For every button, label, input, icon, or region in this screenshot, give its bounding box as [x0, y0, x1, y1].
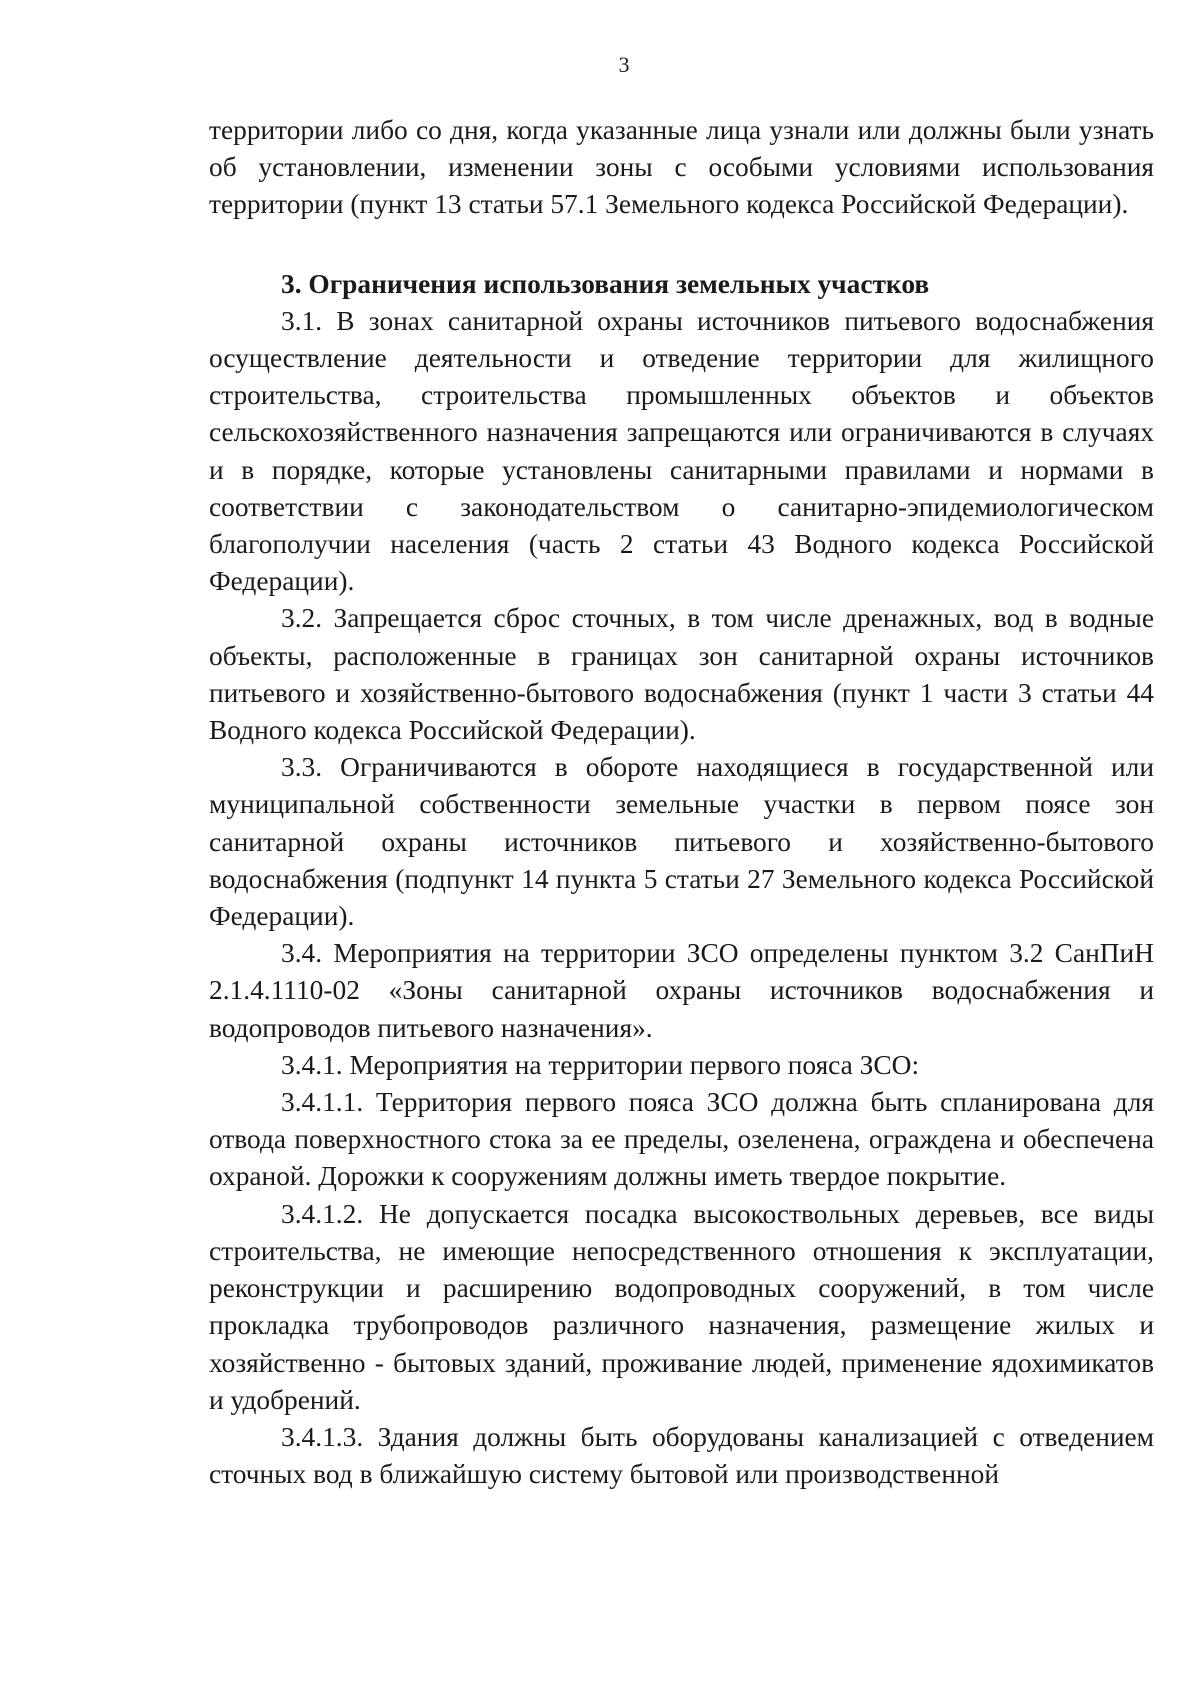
paragraph-3-2: 3.2. Запрещается сброс сточных, в том числе дренажных, вод в водные объекты, расположенные в границах зон санитарной охраны источников питьевого и хозяйственно-бытового водоснабжения (пункт 1 части 3 статьи 44 Водного кодекса Российской Федерации). — [209, 603, 1154, 746]
page-number: 3 — [618, 52, 630, 77]
paragraph-3-4-1-1: 3.4.1.1. Территория первого пояса ЗСО должна быть спланирована для отвода поверхностного стока за ее пределы, озеленена, ограждена и обеспечена охраной. Дорожки к сооружениям должны иметь твердое покрытие. — [209, 1087, 1154, 1192]
paragraph-3-4-1: 3.4.1. Мероприятия на территории первого пояса ЗСО: — [281, 1049, 920, 1080]
document-body — [209, 112, 1154, 1493]
section-heading: 3. Ограничения использования земельных участков — [281, 268, 930, 299]
section-spacer — [209, 224, 1154, 266]
paragraph-3-1: 3.1. В зонах санитарной охраны источников питьевого водоснабжения осуществление деятельности и отведение территории для жилищного строительства, строительства промышленных объектов и объектов сельскохозяйственного назначения запрещаются или ограничиваются в случаях и в порядке, которые установлены санитарными правилами и нормами в соответствии с законодательством о санитарно-эпидемиологическом благополучии населения (часть 2 статьи 43 Водного кодекса Российской Федерации). — [209, 305, 1154, 597]
paragraph-3-4: 3.4. Мероприятия на территории ЗСО определены пунктом 3.2 СанПиН 2.1.4.1110-02 «Зоны санитарной охраны источников водоснабжения и водопроводов питьевого назначения». — [209, 938, 1154, 1043]
paragraph-3-3: 3.3. Ограничиваются в обороте находящиеся в государственной или муниципальной собственности земельные участки в первом поясе зон санитарной охраны источников питьевого и хозяйственно-бытового водоснабжения (подпункт 14 пункта 5 статьи 27 Земельного кодекса Российской Федерации). — [209, 752, 1154, 932]
paragraph-3-4-1-2: 3.4.1.2. Не допускается посадка высокоствольных деревьев, все виды строительства, не имеющие непосредственного отношения к эксплуатации, реконструкции и расширению водопроводных сооружений, в том числе прокладка трубопроводов различного назначения, размещение жилых и хозяйственно - бытовых зданий, проживание людей, применение ядохимикатов и удобрений. — [209, 1198, 1154, 1415]
intro-paragraph: территории либо со дня, когда указанные лица узнали или должны были узнать об установлении, изменении зоны с особыми условиями использования территории (пункт 13 статьи 57.1 Земельного кодекса Российской Федерации). — [209, 115, 1154, 220]
paragraph-3-4-1-3: 3.4.1.3. Здания должны быть оборудованы канализацией с отведением сточных вод в ближайшую систему бытовой или производственной — [209, 1421, 1154, 1490]
